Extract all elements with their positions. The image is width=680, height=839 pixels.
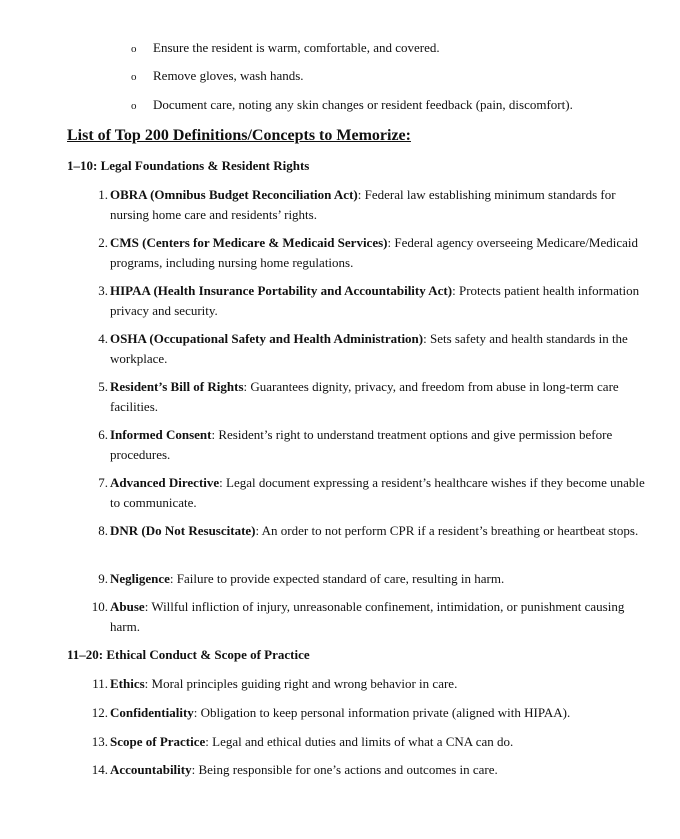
definition: : Failure to provide expected standard of care, resulting in harm. [169,571,505,586]
definition: : Legal document expressing a resident’s healthcare wishes if they become unable to communicate. [110,475,645,510]
item-number: 13. [91,734,108,749]
term: OSHA (Occupational Safety and Health Administration) [110,331,424,346]
item-number: 5. [98,379,108,394]
definition: : Moral principles guiding right and wrong behavior in care. [144,676,458,691]
group-heading-legal-foundations: 1–10: Legal Foundations & Resident Rights [67,158,310,173]
term: Negligence [110,571,170,586]
list-item [131,95,573,115]
definition-item [86,521,646,541]
definition-item [86,377,646,416]
term: OBRA (Omnibus Budget Reconciliation Act) [110,187,358,202]
item-number: 3. [98,283,108,298]
definition-item [86,329,646,368]
bullet-marker: o [131,100,137,112]
definition-item [86,703,646,723]
item-number: 11. [92,676,108,691]
definition: : Protects patient health information privacy and security. [110,283,640,318]
term: HIPAA (Health Insurance Portability and Accountability Act) [110,283,453,298]
definition: : Legal and ethical duties and limits of what a CNA can do. [205,734,514,749]
definition-item [86,760,646,780]
group-heading-ethical-conduct: 11–20: Ethical Conduct & Scope of Practice [67,647,310,662]
definition-item [86,233,646,272]
item-number: 7. [98,475,108,490]
item-number: 1. [98,187,108,202]
definition: : Sets safety and health standards in the workplace. [110,331,628,366]
definition-item [86,569,646,589]
item-number: 2. [98,235,108,250]
item-number: 12. [91,705,108,720]
item-number: 9. [98,571,108,586]
definition: : Willful infliction of injury, unreasonable confinement, intimidation, or punishment causing harm. [110,599,625,634]
term: Abuse [110,599,145,614]
bullet-marker: o [131,71,137,83]
item-number: 14. [91,762,108,777]
definition: : Resident’s right to understand treatment options and give permission before procedures. [110,427,613,462]
term: Accountability [110,762,192,777]
definition-item [86,185,646,224]
list-item-text: Ensure the resident is warm, comfortable, and covered. [153,40,440,55]
definition-item [86,674,646,694]
term: CMS (Centers for Medicare & Medicaid Services) [110,235,388,250]
definition-item [86,732,646,752]
definition-item [86,597,646,636]
definition: : Federal agency overseeing Medicare/Medicaid programs, including nursing home regulations. [110,235,638,270]
definition-item [86,281,646,320]
section-title: List of Top 200 Definitions/Concepts to Memorize: [67,127,411,144]
definition: : Being responsible for one’s actions and outcomes in care. [191,762,498,777]
definition-item [86,425,646,464]
definition: : Federal law establishing minimum standards for nursing home care and residents’ rights. [110,187,616,222]
item-number: 4. [98,331,108,346]
item-number: 8. [98,523,108,538]
term: Confidentiality [110,705,194,720]
list-item [131,38,440,58]
bullet-marker: o [131,43,137,55]
term: DNR (Do Not Resuscitate) [110,523,256,538]
term: Informed Consent [110,427,212,442]
term: Scope of Practice [110,734,206,749]
definition: : An order to not perform CPR if a resident’s breathing or heartbeat stops. [255,523,639,538]
item-number: 6. [98,427,108,442]
term: Advanced Directive [110,475,220,490]
term: Resident’s Bill of Rights [110,379,244,394]
list-item-text: Document care, noting any skin changes or resident feedback (pain, discomfort). [153,97,573,112]
item-number: 10. [91,599,108,614]
list-item-text: Remove gloves, wash hands. [153,68,304,83]
definition: : Guarantees dignity, privacy, and freedom from abuse in long-term care facilities. [110,379,619,414]
term: Ethics [110,676,145,691]
definition: : Obligation to keep personal information private (aligned with HIPAA). [193,705,571,720]
definition-item [86,473,646,512]
list-item [131,66,304,86]
